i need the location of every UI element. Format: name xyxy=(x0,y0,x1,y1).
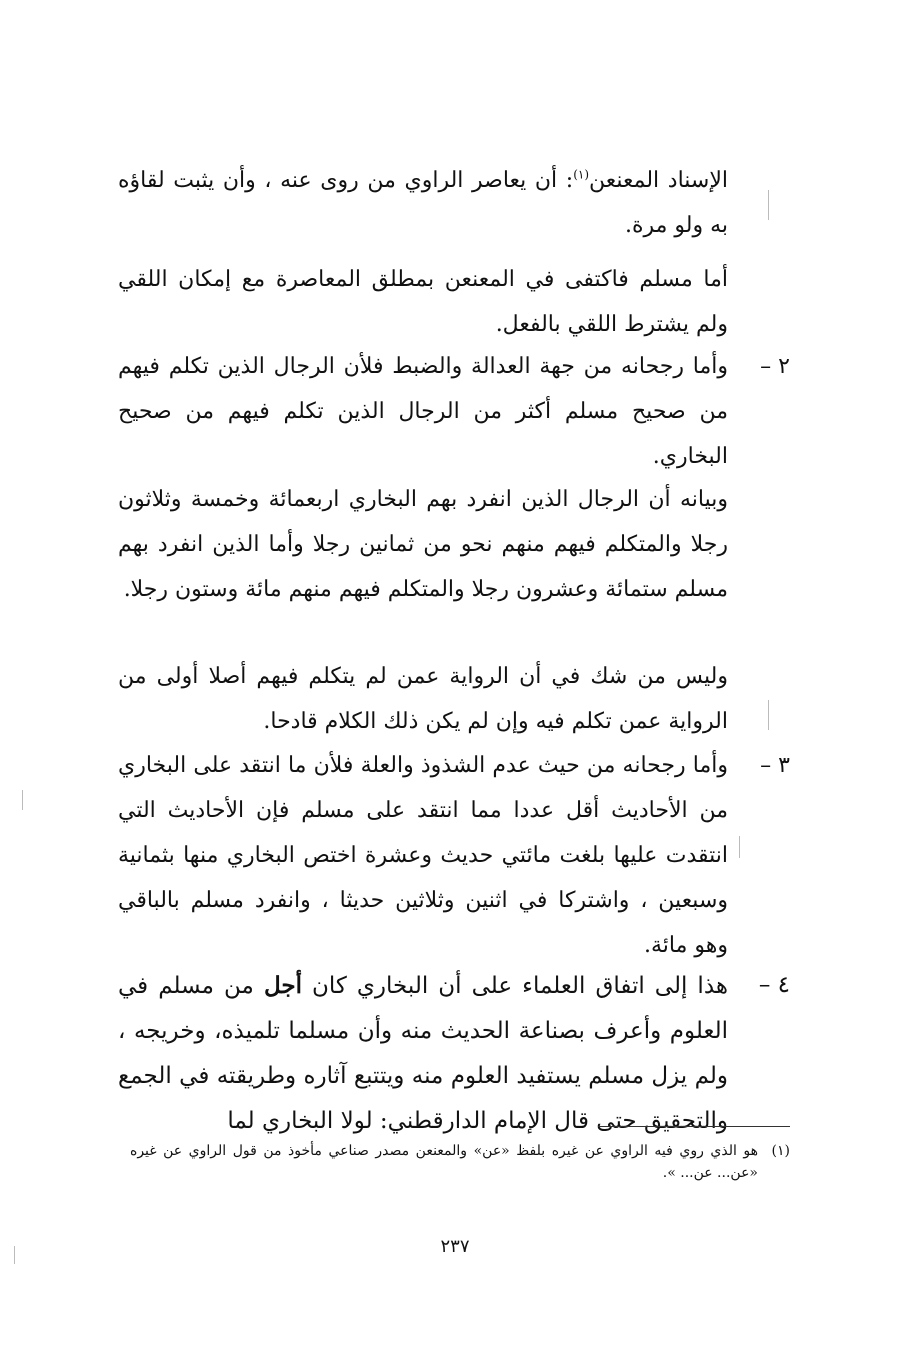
item-number: ٢ – xyxy=(760,354,790,379)
paragraph-text: : أن يعاصر الراوي من روى عنه ، وأن يثبت لقاؤه به ولو مرة. xyxy=(118,168,728,238)
paragraph-narrators-count: وبيانه أن الرجال الذين انفرد بهم البخاري اربعمائة وخمسة وثلاثون رجلا والمتكلم فيهم منهم نحو من ثمانين رجلا وأما الذين انفرد بهم مسلم ستمائة وعشرون رجلا والمتكلم فيهم منهم مائة وستون رجلا. xyxy=(118,487,728,602)
paragraph-muslim-condition: أما مسلم فاكتفى في المعنعن بمطلق المعاصرة مع إمكان اللقي ولم يشترط اللقي بالفعل. xyxy=(118,267,728,337)
emphasized-word: أجل xyxy=(263,972,302,999)
item-number: ٤ – xyxy=(758,972,790,998)
item-text-part: هذا إلى اتفاق العلماء على أن البخاري كان xyxy=(312,973,729,999)
paragraph-narration-priority: وليس من شك في أن الرواية عمن لم يتكلم فيهم أصلا أولى من الرواية عمن تكلم فيه وإن لم يكن ذلك الكلام قادحا. xyxy=(118,664,728,734)
scan-artifact xyxy=(14,1246,15,1264)
footnote-reference: (١) xyxy=(573,167,590,182)
item-text-part: من مسلم في العلوم وأعرف بصناعة الحديث منه وأن مسلما تلميذه، وخريجه ، ولم يزل مسلم يستفيد العلوم منه ويتتبع آثاره وطريقته في الجمع والتحقيق حتى قال الإمام الدارقطني: لولا البخاري لما xyxy=(118,973,728,1134)
paragraph-text: الإسناد المعنعن xyxy=(589,168,729,193)
footnote-separator xyxy=(598,1126,790,1127)
footnote xyxy=(130,1140,790,1184)
item-text: وأما رجحانه من حيث عدم الشذوذ والعلة فلأن ما انتقد على البخاري من الأحاديث أقل عددا مما انتقد على مسلم فإن الأحاديث التي انتقدت عليها بلغت مائتي حديث وعشرة اختص البخاري منها بثمانية وسبعين ، واشتركا في اثنين وثلاثين حديثا ، وانفرد مسلم بالباقي وهو مائة. xyxy=(118,753,728,958)
item-number: ٣ – xyxy=(760,753,790,778)
scan-artifact xyxy=(22,790,23,810)
numbered-item-4 xyxy=(118,963,790,1144)
paragraph-isnad-definition xyxy=(118,158,728,248)
item-text: وأما رجحانه من جهة العدالة والضبط فلأن الرجال الذين تكلم فيهم من صحيح مسلم أكثر من الرجال الذين تكلم فيهم من صحيح البخاري. xyxy=(118,354,728,469)
numbered-item-2 xyxy=(118,344,790,479)
item-text xyxy=(118,963,728,1144)
numbered-item-3 xyxy=(118,743,790,968)
scan-artifact xyxy=(739,836,740,858)
scan-artifact xyxy=(768,190,769,220)
page-number: ٢٣٧ xyxy=(440,1236,470,1257)
footnote-text: هو الذي روي فيه الراوي عن غيره بلفظ «عن» والمعنعن مصدر صناعي مأخوذ من قول الراوي عن غيره «عن... عن... ». xyxy=(130,1143,758,1181)
scan-artifact xyxy=(768,700,769,730)
footnote-mark: (١) xyxy=(771,1143,790,1159)
